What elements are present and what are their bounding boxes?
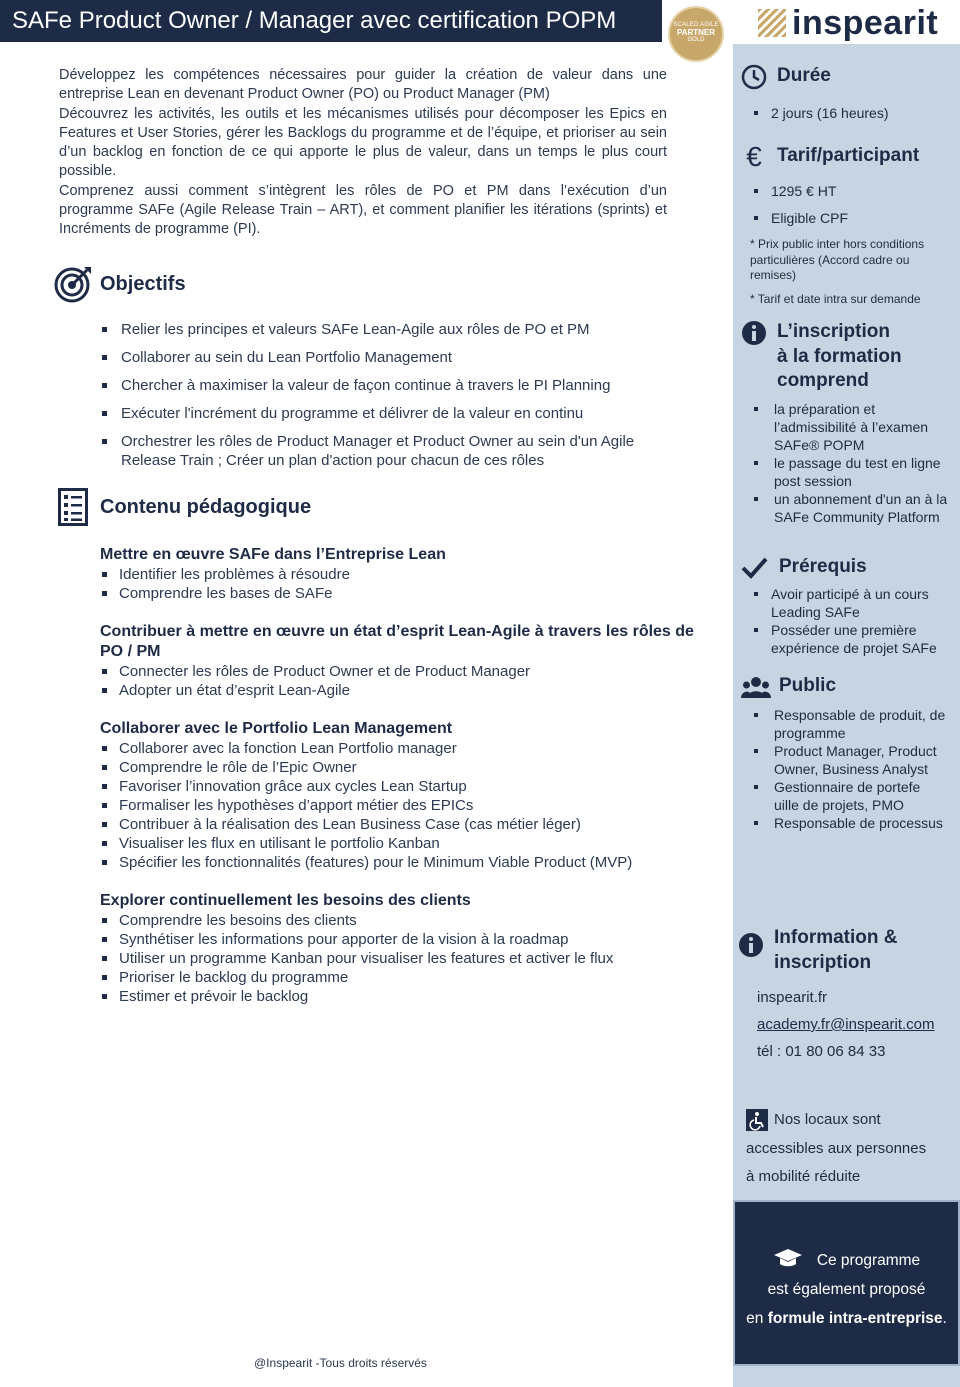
list-item: Connecter les rôles de Product Owner et de Product Manager [100,662,700,681]
public-title: Public [779,675,837,696]
list-item: Product Manager, Product Owner, Business Analyst [733,742,948,778]
intra-line-prefix: en [746,1310,768,1327]
intra-line: est également proposé [767,1281,926,1298]
list-item: Formaliser les hypothèses d’apport métier des EPICs [100,796,700,815]
module [100,622,700,700]
inscription-title-line: à la formation [777,345,902,367]
prerequis-title: Prérequis [779,556,867,577]
module-title: Contribuer à mettre en œuvre un état d’esprit Lean-Agile à travers les rôles de PO / PM [100,623,694,660]
info-icon [741,320,767,346]
page-title: SAFe Product Owner / Manager avec certification POPM [0,0,662,42]
sidebar-info [733,926,960,1070]
intro-paragraph: Découvrez les activités, les outils et les mécanismes utilisés pour décomposer les Epics en Features et User Stories, gérer les Backlogs du programme et de l’équipe, et prioriser au sein d’un backlog en fonction de ce qui apporte le plus de valeur, dans un temps le plus court possible. [59,105,667,180]
intra-line: Ce programme [816,1252,921,1269]
list-item: 2 jours (16 heures) [733,104,960,122]
checkmark-icon [738,555,770,581]
sidebar-prerequis [733,555,960,657]
list-item: Prioriser le backlog du programme [100,968,700,987]
checklist-icon [58,488,88,526]
sidebar-public [733,674,960,832]
objectifs-heading [54,265,186,303]
contenu-heading [58,488,311,526]
email-link[interactable]: academy.fr@inspearit.com [757,1016,935,1033]
contenu-modules [100,545,700,1025]
list-item: Relier les principes et valeurs SAFe Lean-Agile aux rôles de PO et PM [100,320,690,339]
info-title-line: Information & [774,927,898,948]
footer-copyright: @Inspearit -Tous droits réservés [254,1356,427,1370]
logo-mark-icon [758,9,786,37]
users-icon [741,674,771,700]
intra-line-suffix: . [942,1310,947,1327]
duree-title: Durée [777,65,831,86]
tarif-note: * Tarif et date intra sur demande [750,291,921,306]
list-item: Contribuer à la réalisation des Lean Business Case (cas métier léger) [100,815,700,834]
tarif-title: Tarif/participant [777,145,920,166]
access-line: accessibles aux personnes [746,1139,927,1157]
list-item: Favoriser l’innovation grâce aux cycles Lean Startup [100,777,700,796]
list-item: Identifier les problèmes à résoudre [100,565,700,584]
list-item: Synthétiser les informations pour apporter de la vision à la roadmap [100,930,700,949]
info-title-line: inscription [774,951,872,973]
list-item: un abonnement d'un an à la SAFe Community Platform [733,490,950,526]
list-item: Utiliser un programme Kanban pour visualiser les features et activer le flux [100,949,700,968]
access-line: à mobilité réduite [746,1168,861,1185]
list-item: Responsable de produit, de programme [733,706,948,742]
phone-number: tél : 01 80 06 84 33 [757,1043,886,1060]
intro-text [59,66,667,240]
intra-entreprise-box [733,1200,960,1366]
module-title: Mettre en œuvre SAFe dans l’Entreprise Lean [100,546,446,563]
sidebar-tarif [733,141,960,307]
logo-wordmark: inspearit [792,3,939,42]
module [100,719,700,872]
sidebar-access [733,1106,960,1192]
list-item: Comprendre les besoins des clients [100,911,700,930]
objectifs-title: Objectifs [100,272,186,295]
sidebar-inscription [733,320,960,526]
list-item: Orchestrer les rôles de Product Manager et Product Owner au sein d'un Agile Release Train ; Créer un plan d'action pour chacun de ces rôles [100,432,690,470]
list-item: Responsable de processus [733,814,948,832]
list-item: Gestionnaire de portefe uille de projets, PMO [733,778,948,814]
tarif-note: * Prix public inter hors conditions particulières (Accord cadre ou remises) [750,237,925,282]
contenu-title: Contenu pédagogique [100,495,312,518]
website-link[interactable]: inspearit.fr [757,989,828,1006]
list-item: Avoir participé à un cours Leading SAFe [733,585,954,621]
intro-paragraph: Comprenez aussi comment s’intègrent les rôles de PO et PM dans l’exécution d’un programme SAFe (Agile Release Train – ART), et comment planifier les itérations (sprints) et Incréments de programme (PI). [59,182,667,238]
target-icon [54,265,92,303]
inscription-title-line: comprend [777,370,869,391]
inscription-title-line: L’inscription [777,321,890,342]
intra-line-bold: formule intra-entreprise [767,1310,943,1327]
module [100,545,700,603]
list-item: Collaborer avec la fonction Lean Portfolio manager [100,739,700,758]
sidebar [733,44,960,1387]
intro-paragraph: Développez les compétences nécessaires pour guider la création de valeur dans une entreprise Lean en devenant Product Owner (PO) ou Product Manager (PM) [59,67,667,103]
logo [758,4,938,42]
list-item: Adopter un état d’esprit Lean-Agile [100,681,700,700]
badge-line1: SCALED AGILE [673,22,719,28]
list-item: Comprendre le rôle de l’Epic Owner [100,758,700,777]
list-item: le passage du test en ligne post session [733,454,950,490]
access-line: Nos locaux sont [774,1111,881,1128]
list-item: Collaborer au sein du Lean Portfolio Management [100,348,690,367]
module-title: Explorer continuellement les besoins des clients [100,892,471,909]
list-item: Estimer et prévoir le backlog [100,987,700,1006]
list-item: Spécifier les fonctionnalités (features) pour le Minimum Viable Product (MVP) [100,853,700,872]
graduation-cap-icon [773,1248,803,1268]
list-item: Eligible CPF [733,209,960,227]
sidebar-duree [733,64,960,122]
list-item: Posséder une première expérience de projet SAFe [733,621,954,657]
badge-line2: PARTNER [676,28,716,37]
clock-icon [741,64,767,90]
badge-line3: GOLD [687,37,705,43]
wheelchair-icon [746,1109,768,1131]
list-item: la préparation et l’admissibilité à l’examen SAFe® POPM [733,400,950,454]
module-title: Collaborer avec le Portfolio Lean Management [100,720,453,737]
partner-badge [668,6,724,62]
module [100,891,700,1006]
list-item: Visualiser les flux en utilisant le portfolio Kanban [100,834,700,853]
euro-icon: € [746,141,762,172]
list-item: 1295 € HT [733,182,960,200]
list-item: Exécuter l'incrément du programme et délivrer de la valeur en continu [100,404,690,423]
info-icon [738,932,764,958]
objectifs-list [100,320,690,479]
list-item: Chercher à maximiser la valeur de façon continue à travers le PI Planning [100,376,690,395]
list-item: Comprendre les bases de SAFe [100,584,700,603]
